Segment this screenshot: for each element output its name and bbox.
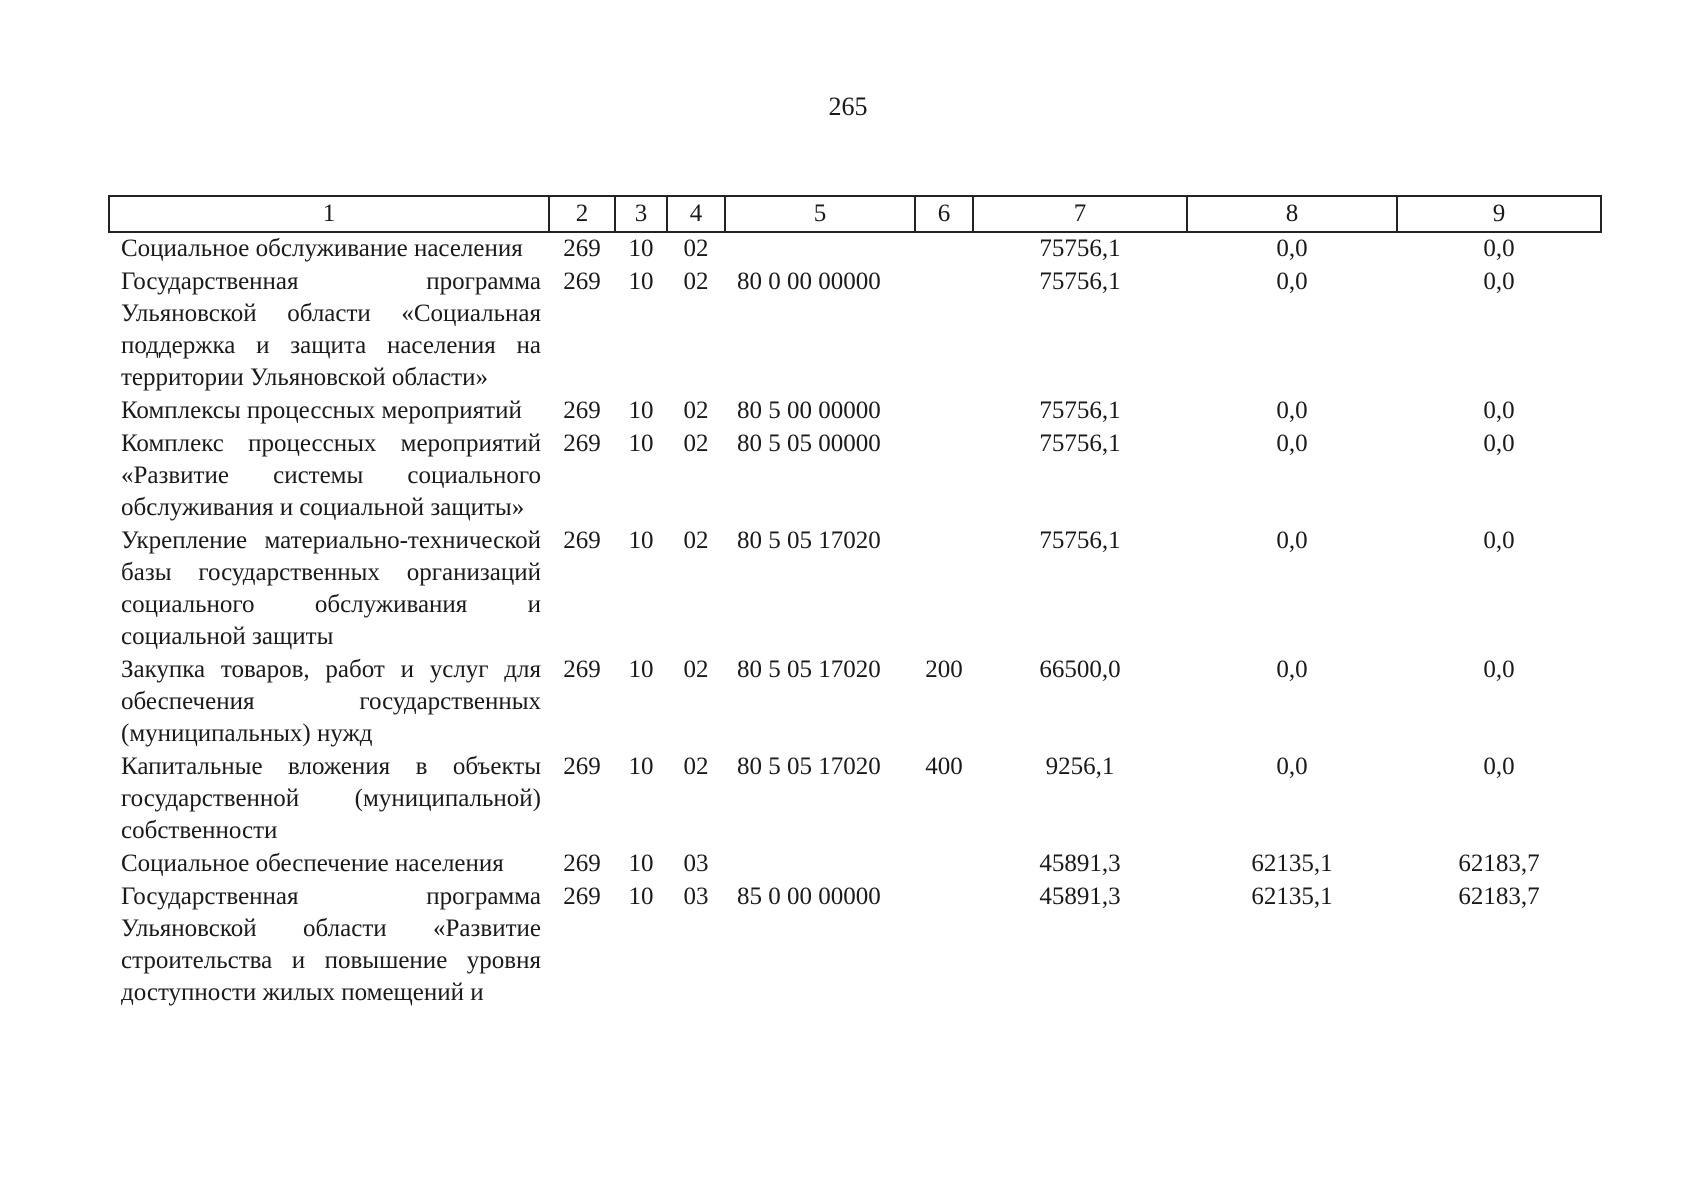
column-header-7: 7 (973, 196, 1187, 232)
cell-col-5: 80 5 05 17020 (737, 753, 881, 780)
cell-col-4: 02 (683, 268, 709, 295)
cell-col-8: 0,0 (1276, 527, 1308, 554)
cell-col-7: 75756,1 (1039, 268, 1121, 295)
cell-col-6 (915, 881, 973, 1010)
cell-col-6 (915, 232, 973, 266)
row-name: Социальное обслуживание населения (121, 235, 523, 262)
budget-table (108, 195, 1602, 1010)
table-row (109, 232, 1601, 266)
page-number: 265 (828, 92, 868, 121)
column-header-8: 8 (1187, 196, 1397, 232)
cell-col-9: 0,0 (1483, 235, 1515, 262)
row-name: Комплексы процессных мероприятий (121, 397, 522, 424)
cell-col-3: 10 (628, 268, 654, 295)
cell-col-5: 80 0 00 00000 (737, 268, 881, 295)
row-name: Государственная программа Ульяновской области «Социальная поддержка и защита населения на территории Ульяновской области» (121, 268, 541, 391)
table-row (109, 266, 1601, 395)
cell-col-4: 02 (683, 430, 709, 457)
table-row (109, 395, 1601, 428)
table-row (109, 881, 1601, 1010)
row-name: Государственная программа Ульяновской области «Развитие строительства и повышение уровня доступности жилых помещений и (121, 883, 541, 1006)
cell-col-5: 80 5 05 00000 (737, 430, 881, 457)
table-row (109, 751, 1601, 848)
cell-col-6 (915, 266, 973, 395)
cell-col-9: 0,0 (1483, 753, 1515, 780)
column-header-4: 4 (667, 196, 725, 232)
cell-col-9: 62183,7 (1458, 883, 1540, 910)
cell-col-3: 10 (628, 753, 654, 780)
cell-col-9: 0,0 (1483, 397, 1515, 424)
cell-col-5: 80 5 05 17020 (737, 527, 881, 554)
cell-col-8: 0,0 (1276, 235, 1308, 262)
header-row (109, 196, 1601, 232)
table-row (109, 654, 1601, 751)
cell-col-5: 80 5 05 17020 (737, 656, 881, 683)
table-body (109, 232, 1601, 1010)
cell-col-4: 02 (683, 527, 709, 554)
cell-col-6 (915, 428, 973, 525)
row-name: Укрепление материально-технической базы государственных организаций социального обслуживания и социальной защиты (121, 527, 541, 650)
cell-col-8: 0,0 (1276, 397, 1308, 424)
column-header-6: 6 (915, 196, 973, 232)
cell-col-5: 85 0 00 00000 (737, 883, 881, 910)
table-row (109, 848, 1601, 881)
cell-col-7: 45891,3 (1039, 883, 1121, 910)
cell-col-7: 66500,0 (1039, 656, 1121, 683)
cell-col-4: 03 (683, 850, 709, 877)
cell-col-4: 03 (683, 883, 709, 910)
table-header (109, 196, 1601, 232)
cell-col-3: 10 (628, 397, 654, 424)
cell-col-4: 02 (683, 753, 709, 780)
cell-col-5 (725, 848, 915, 881)
cell-col-3: 10 (628, 850, 654, 877)
cell-col-7: 75756,1 (1039, 527, 1121, 554)
cell-col-3: 10 (628, 527, 654, 554)
table-row (109, 525, 1601, 654)
cell-col-9: 62183,7 (1458, 850, 1540, 877)
column-header-9: 9 (1397, 196, 1601, 232)
cell-col-6 (915, 525, 973, 654)
cell-col-7: 9256,1 (1045, 753, 1115, 780)
cell-col-8: 0,0 (1276, 753, 1308, 780)
column-header-3: 3 (615, 196, 667, 232)
cell-col-2: 269 (563, 430, 601, 457)
cell-col-9: 0,0 (1483, 268, 1515, 295)
row-name: Комплекс процессных мероприятий «Развитие системы социального обслуживания и социальной защиты» (121, 430, 541, 521)
row-name: Социальное обеспечение населения (121, 850, 504, 877)
cell-col-8: 0,0 (1276, 268, 1308, 295)
cell-col-7: 45891,3 (1039, 850, 1121, 877)
column-header-5: 5 (725, 196, 915, 232)
cell-col-9: 0,0 (1483, 656, 1515, 683)
cell-col-7: 75756,1 (1039, 430, 1121, 457)
table-row (109, 428, 1601, 525)
cell-col-2: 269 (563, 656, 601, 683)
cell-col-9: 0,0 (1483, 430, 1515, 457)
cell-col-4: 02 (683, 656, 709, 683)
cell-col-3: 10 (628, 235, 654, 262)
cell-col-8: 0,0 (1276, 430, 1308, 457)
cell-col-6: 200 (925, 656, 963, 683)
row-name: Закупка товаров, работ и услуг для обеспечения государственных (муниципальных) нужд (121, 656, 541, 747)
cell-col-2: 269 (563, 268, 601, 295)
cell-col-4: 02 (683, 235, 709, 262)
cell-col-5: 80 5 00 00000 (737, 397, 881, 424)
cell-col-2: 269 (563, 753, 601, 780)
cell-col-6 (915, 848, 973, 881)
cell-col-3: 10 (628, 430, 654, 457)
cell-col-8: 62135,1 (1251, 850, 1333, 877)
cell-col-2: 269 (563, 883, 601, 910)
cell-col-3: 10 (628, 883, 654, 910)
cell-col-2: 269 (563, 397, 601, 424)
cell-col-5 (725, 232, 915, 266)
cell-col-2: 269 (563, 527, 601, 554)
column-header-2: 2 (549, 196, 615, 232)
cell-col-2: 269 (563, 235, 601, 262)
cell-col-8: 0,0 (1276, 656, 1308, 683)
cell-col-6: 400 (925, 753, 963, 780)
cell-col-7: 75756,1 (1039, 235, 1121, 262)
cell-col-9: 0,0 (1483, 527, 1515, 554)
cell-col-4: 02 (683, 397, 709, 424)
cell-col-3: 10 (628, 656, 654, 683)
cell-col-8: 62135,1 (1251, 883, 1333, 910)
row-name: Капитальные вложения в объекты государственной (муниципальной) собственности (121, 753, 541, 844)
cell-col-6 (915, 395, 973, 428)
cell-col-7: 75756,1 (1039, 397, 1121, 424)
column-header-1: 1 (109, 196, 549, 232)
cell-col-2: 269 (563, 850, 601, 877)
